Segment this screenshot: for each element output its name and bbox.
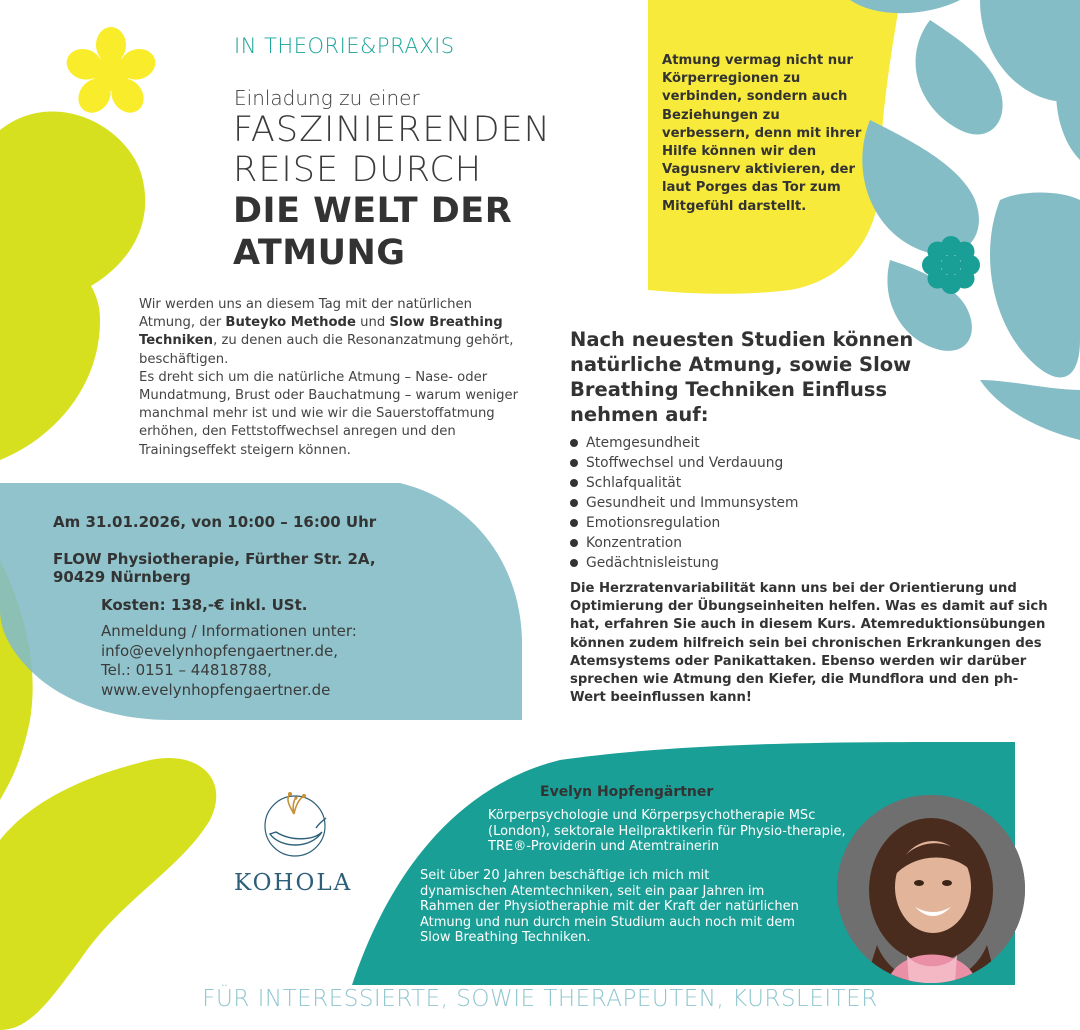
event-venue [53,550,376,586]
headline-line-2: REISE DURCH [233,150,483,190]
contact-label: Anmeldung / Informationen unter: [101,622,357,640]
whale-icon [262,788,328,860]
list-item: Emotionsregulation [570,513,798,533]
list-item: Gedächtnisleistung [570,553,798,573]
list-item: Konzentration [570,533,798,553]
intro-bold-buteyko: Buteyko Methode [225,315,356,331]
intro-text: , zu denen auch die Resonanzatmung gehört, beschäftigen. [139,333,514,367]
venue-line-1: FLOW Physiotherapie, Fürther Str. 2A, [53,550,376,568]
intro-text-2: Es dreht sich um die natürliche Atmung – Nase- oder Mundatmung, Brust oder Bauchatmung – warum weniger manchmal mehr ist und wie wir die Sauerstoffatmung erhöhen, den Fettstoffwechsel anregen und den Trainingseffekt steigern können. [139,369,519,458]
headline-line-1: FASZINIERENDEN [233,110,551,150]
list-item: Gesundheit und Immunsystem [570,493,798,513]
studies-heading: Nach neuesten Studien können natürliche Atmung, sowie Slow Breathing Techniken Einfluss nehmen auf: [570,328,914,426]
headline-line-4: ATMUNG [233,233,406,273]
contact-phone[interactable]: Tel.: 0151 – 44818788, [101,661,272,679]
bio-credentials: Körperpsychologie und Körperpsychotherapie MSc (London), sektorale Heilpraktikerin für Physio-therapie, TRE®-Providerin und Atemtrainerin [488,808,846,854]
bio-text: Seit über 20 Jahren beschäftige ich mich mit dynamischen Atemtechniken, seit ein paar Jahren im Rahmen der Physiotheraphie mit der Kraft der natürlichen Atmung und nun durch mein Studium auch noch mit dem Slow Breathing Techniken. [420,868,799,945]
invite-text: Einladung zu einer [234,86,420,110]
list-item: Atemgesundheit [570,433,798,453]
intro-bold-slow-breathing: Slow Breathing Techniken [139,315,503,349]
list-item: Schlafqualität [570,473,798,493]
intro-paragraph [139,296,519,460]
yellow-flower [63,27,160,119]
intro-text: Wir werden uns an diesem Tag mit der natürlichen Atmung, der [139,297,473,331]
contact-email[interactable]: info@evelynhopfengaertner.de, [101,641,339,660]
event-date: Am 31.01.2026, von 10:00 – 16:00 Uhr [53,513,377,531]
contact-block [101,622,357,700]
portrait-illustration [837,795,1025,983]
hrv-paragraph: Die Herzratenvariabilität kann uns bei der Orientierung und Optimierung der Übungseinheiten helfen. Was es damit auf sich hat, erfahren Sie auch in diesem Kurs. Atemreduktionsübungen können zudem hilfreich sein bei chronischen Erkrankungen des Atemsystems oder Panikattaken. Ebenso werden wir darüber sprechen wie Atmung den Kiefer, die Mundflora und den ph-Wert beeinflussen kann! [570,581,1048,706]
intro-text: und [355,315,390,331]
event-cost: Kosten: 138,-€ inkl. USt. [101,596,308,614]
bio-name: Evelyn Hopfengärtner [540,784,714,800]
venue-line-2: 90429 Nürnberg [53,568,191,586]
teal-flower [922,236,980,294]
kicker-text: IN THEORIE&PRAXIS [234,34,455,58]
headline-line-3: DIE WELT DER [233,191,513,231]
list-item: Stoffwechsel und Verdauung [570,453,798,473]
quote-text: Atmung vermag nicht nur Körperregionen zu verbinden, sondern auch Beziehungen zu verbessern, denn mit ihrer Hilfe können wir den Vagusnerv aktivieren, der laut Porges das Tor zum Mitgefühl darstellt. [662,53,862,214]
contact-website[interactable]: www.evelynhopfengaertner.de [101,680,331,699]
brand-logo-text: KOHOLA [234,870,353,896]
benefits-list [570,433,798,573]
portrait-photo [837,795,1025,983]
audience-footer: FÜR INTERESSIERTE, SOWIE THERAPEUTEN, KURSLEITER [202,986,878,1012]
